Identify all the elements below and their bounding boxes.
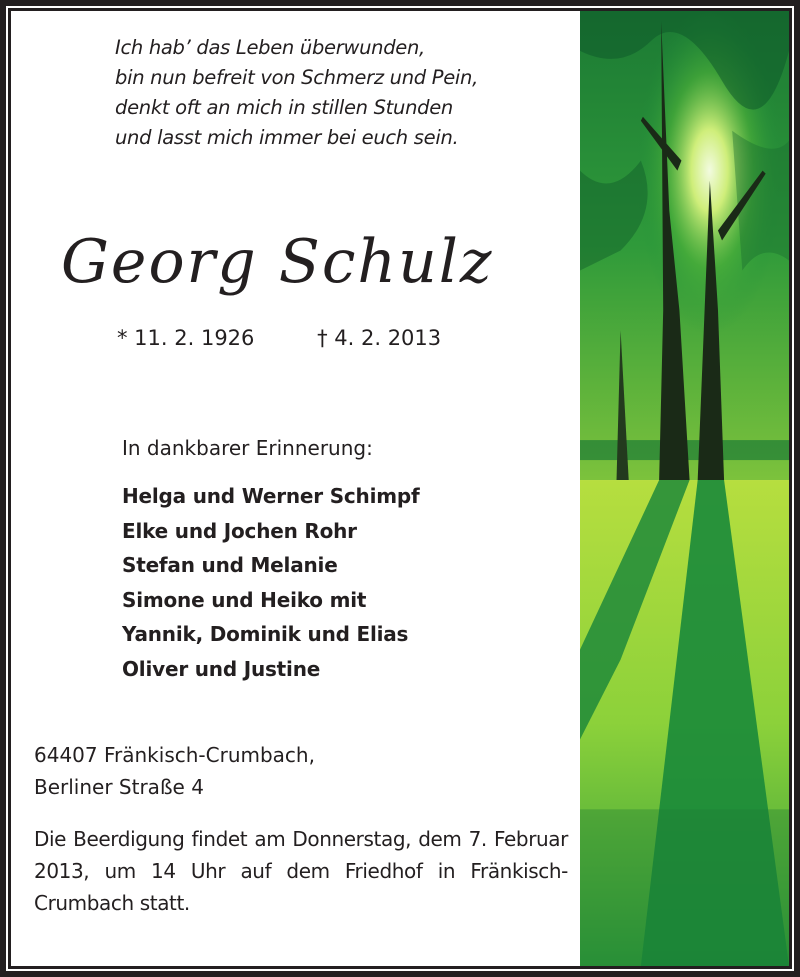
funeral-notice: Die Beerdigung findet am Donnerstag, dem 7. Februar 2013, um 14 Uhr auf dem Friedhof in Fränkisch-Crumbach statt. [34,827,568,915]
poem [115,33,478,153]
obituary-frame-outer [6,6,794,971]
poem-line: Ich hab’ das Leben überwunden, [115,36,425,59]
life-dates [117,326,441,350]
mourners-label: In dankbarer Erinnerung: [122,436,373,460]
mourner-item: Elke und Jochen Rohr [122,518,357,543]
trees-in-park-image [580,11,789,966]
mourner-item: Oliver und Justine [122,656,321,681]
poem-line: und lasst mich immer bei euch sein. [115,126,459,149]
poem-line: bin nun befreit von Schmerz und Pein, [115,66,478,89]
birth-date: * 11. 2. 1926 [117,326,255,350]
address-line: Berliner Straße 4 [34,775,204,799]
mourner-item: Helga und Werner Schimpf [122,484,420,508]
poem-line: denkt oft an mich in stillen Stunden [115,96,453,119]
mourner-item: Stefan und Melanie [122,553,338,577]
mourners-list [122,479,420,686]
obituary-frame-inner [8,8,792,969]
death-date: † 4. 2. 2013 [317,326,442,350]
mourner-item: Yannik, Dominik und Elias [122,622,409,646]
address-line: 64407 Fränkisch-Crumbach, [34,743,315,767]
address [34,739,315,803]
obituary-text-area [11,11,580,966]
obituary-card [11,11,789,966]
deceased-name: Georg Schulz [61,227,494,297]
mourner-item: Simone und Heiko mit [122,587,367,612]
